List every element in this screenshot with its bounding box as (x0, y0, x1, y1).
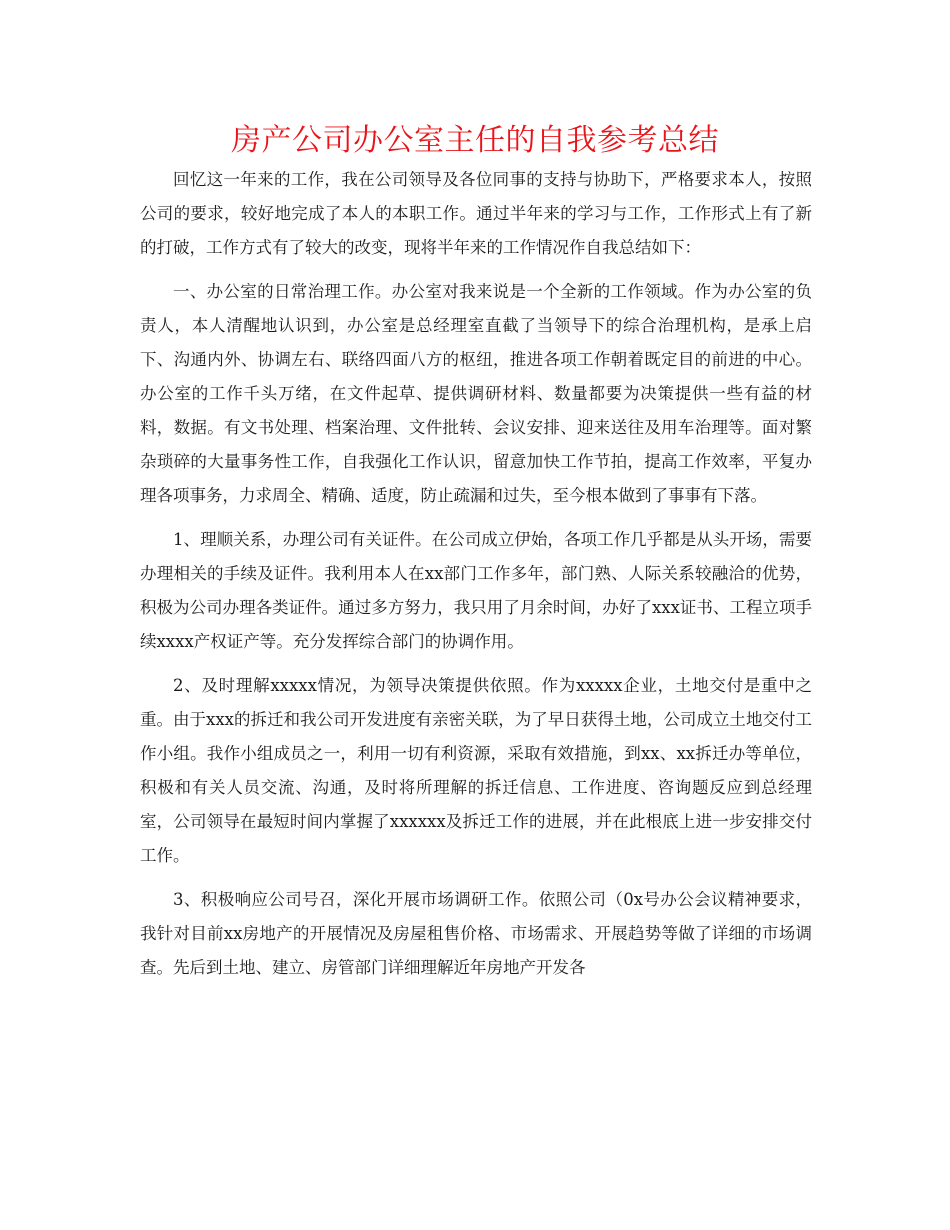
paragraph-market-research: 3、积极响应公司号召，深化开展市场调研工作。依照公司（0x号办公会议精神要求，我针对目前xx房地产的开展情况及房屋租售价格、市场需求、开展趋势等做了详细的市场调查。先后到土地、建立、房管部门详细理解近年房地产开发各 (140, 890, 812, 977)
paragraph-office-management: 一、办公室的日常治理工作。办公室对我来说是一个全新的工作领域。作为办公室的负责人，本人清醒地认识到，办公室是总经理室直截了当领导下的综合治理机构，是承上启下、沟通内外、协调左右、联络四面八方的枢纽，推进各项工作朝着既定目的前进的中心。办公室的工作千头万绪，在文件起草、提供调研材料、数量都要为决策提供一些有益的材料，数据。有文书处理、档案治理、文件批转、会议安排、迎来送往及用车治理等。面对繁杂琐碎的大量事务性工作，自我强化工作认识，留意加快工作节拍，提高工作效率，平复办理各项事务，力求周全、精确、适度，防止疏漏和过失，至今根本做到了事事有下落。 (140, 282, 812, 505)
paragraph-land-delivery: 2、及时理解xxxxx情况，为领导决策提供依照。作为xxxxx企业，土地交付是重中之重。由于xxx的拆迁和我公司开发进度有亲密关联，为了早日获得土地，公司成立土地交付工作小组。我作小组成员之一，利用一切有利资源，采取有效措施，到xx、xx拆迁办等单位，积极和有关人员交流、沟通，及时将所理解的拆迁信息、工作进度、咨询题反应到总经理室，公司领导在最短时间内掌握了xxxxxx及拆迁工作的进展，并在此根底上进一步安排交付工作。 (140, 676, 812, 865)
paragraph-intro: 回忆这一年来的工作，我在公司领导及各位同事的支持与协助下，严格要求本人，按照公司的要求，较好地完成了本人的本职工作。通过半年来的学习与工作，工作形式上有了新的打破，工作方式有了较大的改变，现将半年来的工作情况作自我总结如下： (140, 170, 812, 257)
paragraph-certificates: 1、理顺关系，办理公司有关证件。在公司成立伊始，各项工作几乎都是从头开场，需要办理相关的手续及证件。我利用本人在xx部门工作多年，部门熟、人际关系较融洽的优势，积极为公司办理各类证件。通过多方努力，我只用了月余时间，办好了xxx证书、工程立项手续xxxx产权证产等。充分发挥综合部门的协调作用。 (140, 530, 812, 651)
document-title: 房产公司办公室主任的自我参考总结 (231, 123, 719, 158)
document-body (140, 163, 812, 995)
